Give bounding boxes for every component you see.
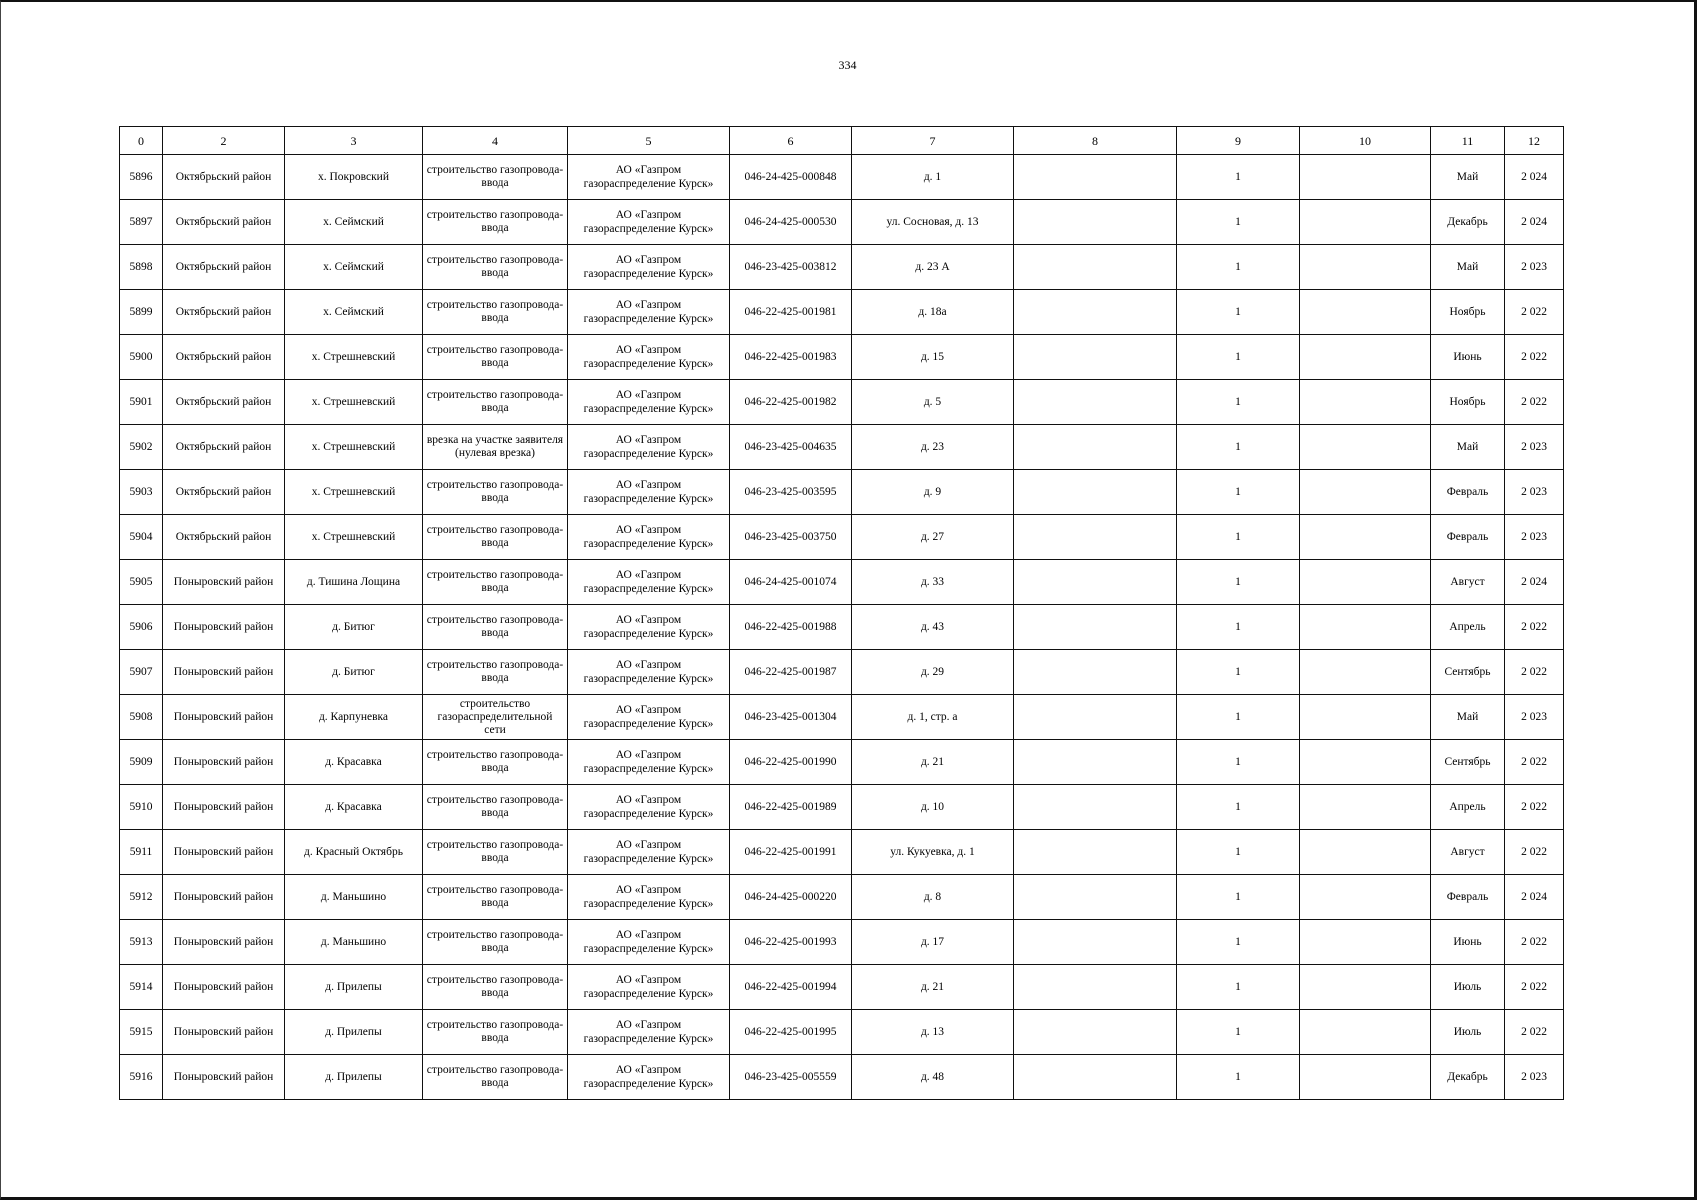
cell-year: 2 022 <box>1505 335 1564 380</box>
cell-locality: х. Сеймский <box>285 200 423 245</box>
cell-col-8 <box>1014 380 1177 425</box>
cell-col-8 <box>1014 1055 1177 1100</box>
cell-col-10 <box>1300 335 1431 380</box>
cell-work-type: строительство газопровода-ввода <box>423 785 568 830</box>
cell-address: ул. Кукуевка, д. 1 <box>852 830 1014 875</box>
cell-application-code: 046-24-425-000220 <box>730 875 852 920</box>
cell-address: д. 17 <box>852 920 1014 965</box>
cell-locality: д. Прилепы <box>285 1010 423 1055</box>
cell-col-8 <box>1014 740 1177 785</box>
cell-month: Июль <box>1431 965 1505 1010</box>
cell-month: Апрель <box>1431 605 1505 650</box>
cell-year: 2 023 <box>1505 695 1564 740</box>
cell-district: Поныровский район <box>163 740 285 785</box>
cell-address: д. 23 А <box>852 245 1014 290</box>
cell-month: Сентябрь <box>1431 740 1505 785</box>
cell-application-code: 046-24-425-001074 <box>730 560 852 605</box>
table-row <box>120 380 1564 425</box>
cell-quantity: 1 <box>1177 965 1300 1010</box>
cell-application-code: 046-22-425-001993 <box>730 920 852 965</box>
cell-address: д. 1, стр. а <box>852 695 1014 740</box>
cell-district: Октябрьский район <box>163 515 285 560</box>
cell-work-type: строительство газопровода-ввода <box>423 1055 568 1100</box>
cell-col-10 <box>1300 245 1431 290</box>
cell-address: д. 1 <box>852 155 1014 200</box>
cell-district: Октябрьский район <box>163 380 285 425</box>
cell-application-code: 046-22-425-001995 <box>730 1010 852 1055</box>
cell-organization: АО «Газпром газораспределение Курск» <box>568 605 730 650</box>
cell-address: д. 15 <box>852 335 1014 380</box>
table-row <box>120 785 1564 830</box>
cell-district: Октябрьский район <box>163 155 285 200</box>
cell-col-10 <box>1300 200 1431 245</box>
cell-quantity: 1 <box>1177 830 1300 875</box>
cell-col-8 <box>1014 155 1177 200</box>
cell-work-type: строительство газопровода-ввода <box>423 290 568 335</box>
cell-organization: АО «Газпром газораспределение Курск» <box>568 425 730 470</box>
cell-district: Октябрьский район <box>163 290 285 335</box>
cell-number: 5915 <box>120 1010 163 1055</box>
cell-col-10 <box>1300 920 1431 965</box>
cell-col-8 <box>1014 695 1177 740</box>
column-header: 8 <box>1014 127 1177 155</box>
cell-number: 5904 <box>120 515 163 560</box>
column-header: 4 <box>423 127 568 155</box>
cell-number: 5912 <box>120 875 163 920</box>
cell-locality: д. Битюг <box>285 605 423 650</box>
cell-col-10 <box>1300 1010 1431 1055</box>
cell-application-code: 046-22-425-001982 <box>730 380 852 425</box>
cell-organization: АО «Газпром газораспределение Курск» <box>568 830 730 875</box>
cell-col-8 <box>1014 785 1177 830</box>
cell-organization: АО «Газпром газораспределение Курск» <box>568 920 730 965</box>
cell-col-10 <box>1300 155 1431 200</box>
cell-quantity: 1 <box>1177 740 1300 785</box>
cell-application-code: 046-23-425-005559 <box>730 1055 852 1100</box>
column-header: 12 <box>1505 127 1564 155</box>
cell-work-type: строительство газораспределительной сети <box>423 695 568 740</box>
register-body <box>120 155 1564 1100</box>
cell-col-10 <box>1300 650 1431 695</box>
cell-application-code: 046-22-425-001988 <box>730 605 852 650</box>
cell-locality: х. Стрешневский <box>285 515 423 560</box>
cell-locality: д. Прилепы <box>285 965 423 1010</box>
cell-month: Декабрь <box>1431 1055 1505 1100</box>
cell-locality: д. Тишина Лощина <box>285 560 423 605</box>
cell-month: Август <box>1431 830 1505 875</box>
cell-application-code: 046-22-425-001994 <box>730 965 852 1010</box>
cell-address: д. 13 <box>852 1010 1014 1055</box>
cell-district: Октябрьский район <box>163 470 285 515</box>
cell-col-10 <box>1300 1055 1431 1100</box>
cell-address: д. 10 <box>852 785 1014 830</box>
table-row <box>120 605 1564 650</box>
cell-address: д. 5 <box>852 380 1014 425</box>
cell-number: 5899 <box>120 290 163 335</box>
cell-application-code: 046-24-425-000848 <box>730 155 852 200</box>
cell-year: 2 022 <box>1505 785 1564 830</box>
cell-month: Май <box>1431 155 1505 200</box>
cell-col-8 <box>1014 650 1177 695</box>
header-row <box>120 127 1564 155</box>
cell-year: 2 022 <box>1505 1010 1564 1055</box>
cell-col-10 <box>1300 290 1431 335</box>
cell-district: Поныровский район <box>163 560 285 605</box>
cell-year: 2 023 <box>1505 245 1564 290</box>
cell-col-10 <box>1300 875 1431 920</box>
cell-col-8 <box>1014 200 1177 245</box>
cell-number: 5897 <box>120 200 163 245</box>
cell-application-code: 046-22-425-001990 <box>730 740 852 785</box>
cell-number: 5916 <box>120 1055 163 1100</box>
cell-month: Февраль <box>1431 470 1505 515</box>
cell-work-type: строительство газопровода-ввода <box>423 380 568 425</box>
cell-locality: х. Стрешневский <box>285 335 423 380</box>
cell-address: д. 48 <box>852 1055 1014 1100</box>
cell-quantity: 1 <box>1177 515 1300 560</box>
cell-col-8 <box>1014 1010 1177 1055</box>
cell-col-8 <box>1014 875 1177 920</box>
cell-organization: АО «Газпром газораспределение Курск» <box>568 290 730 335</box>
cell-col-8 <box>1014 470 1177 515</box>
register-table <box>119 126 1564 1100</box>
cell-organization: АО «Газпром газораспределение Курск» <box>568 1010 730 1055</box>
cell-application-code: 046-22-425-001981 <box>730 290 852 335</box>
cell-district: Поныровский район <box>163 1055 285 1100</box>
table-row <box>120 965 1564 1010</box>
cell-month: Ноябрь <box>1431 290 1505 335</box>
cell-application-code: 046-22-425-001987 <box>730 650 852 695</box>
column-header: 3 <box>285 127 423 155</box>
column-header: 7 <box>852 127 1014 155</box>
cell-number: 5913 <box>120 920 163 965</box>
cell-district: Октябрьский район <box>163 425 285 470</box>
cell-organization: АО «Газпром газораспределение Курск» <box>568 965 730 1010</box>
cell-district: Поныровский район <box>163 1010 285 1055</box>
cell-month: Июль <box>1431 1010 1505 1055</box>
table-row <box>120 245 1564 290</box>
cell-col-8 <box>1014 965 1177 1010</box>
cell-quantity: 1 <box>1177 785 1300 830</box>
page-number: 334 <box>838 58 857 72</box>
cell-quantity: 1 <box>1177 380 1300 425</box>
cell-col-10 <box>1300 965 1431 1010</box>
cell-address: д. 8 <box>852 875 1014 920</box>
cell-locality: х. Сеймский <box>285 290 423 335</box>
cell-district: Поныровский район <box>163 830 285 875</box>
cell-col-8 <box>1014 290 1177 335</box>
table-row <box>120 920 1564 965</box>
cell-work-type: строительство газопровода-ввода <box>423 830 568 875</box>
cell-year: 2 024 <box>1505 560 1564 605</box>
column-header: 11 <box>1431 127 1505 155</box>
cell-organization: АО «Газпром газораспределение Курск» <box>568 875 730 920</box>
table-row <box>120 1010 1564 1055</box>
cell-year: 2 022 <box>1505 740 1564 785</box>
cell-organization: АО «Газпром газораспределение Курск» <box>568 515 730 560</box>
cell-application-code: 046-22-425-001989 <box>730 785 852 830</box>
cell-col-8 <box>1014 425 1177 470</box>
cell-number: 5907 <box>120 650 163 695</box>
table-row <box>120 560 1564 605</box>
cell-district: Поныровский район <box>163 695 285 740</box>
cell-col-10 <box>1300 380 1431 425</box>
cell-locality: х. Стрешневский <box>285 470 423 515</box>
cell-quantity: 1 <box>1177 605 1300 650</box>
cell-address: д. 27 <box>852 515 1014 560</box>
cell-col-8 <box>1014 830 1177 875</box>
cell-quantity: 1 <box>1177 290 1300 335</box>
cell-organization: АО «Газпром газораспределение Курск» <box>568 470 730 515</box>
column-header: 6 <box>730 127 852 155</box>
cell-application-code: 046-22-425-001991 <box>730 830 852 875</box>
cell-number: 5898 <box>120 245 163 290</box>
cell-locality: х. Стрешневский <box>285 425 423 470</box>
table-row <box>120 155 1564 200</box>
table-row <box>120 515 1564 560</box>
cell-number: 5909 <box>120 740 163 785</box>
table-row <box>120 1055 1564 1100</box>
cell-month: Сентябрь <box>1431 650 1505 695</box>
cell-address: д. 33 <box>852 560 1014 605</box>
cell-address: д. 21 <box>852 965 1014 1010</box>
cell-application-code: 046-23-425-003812 <box>730 245 852 290</box>
cell-month: Май <box>1431 425 1505 470</box>
cell-number: 5910 <box>120 785 163 830</box>
cell-quantity: 1 <box>1177 920 1300 965</box>
cell-year: 2 022 <box>1505 920 1564 965</box>
cell-application-code: 046-23-425-003750 <box>730 515 852 560</box>
cell-locality: д. Битюг <box>285 650 423 695</box>
cell-col-10 <box>1300 560 1431 605</box>
cell-organization: АО «Газпром газораспределение Курск» <box>568 785 730 830</box>
cell-locality: д. Карпуневка <box>285 695 423 740</box>
cell-col-10 <box>1300 740 1431 785</box>
cell-work-type: строительство газопровода-ввода <box>423 875 568 920</box>
column-header: 0 <box>120 127 163 155</box>
cell-work-type: строительство газопровода-ввода <box>423 560 568 605</box>
cell-col-8 <box>1014 245 1177 290</box>
cell-month: Декабрь <box>1431 200 1505 245</box>
cell-district: Октябрьский район <box>163 335 285 380</box>
cell-work-type: строительство газопровода-ввода <box>423 965 568 1010</box>
cell-work-type: строительство газопровода-ввода <box>423 155 568 200</box>
cell-quantity: 1 <box>1177 1055 1300 1100</box>
table-row <box>120 875 1564 920</box>
cell-month: Май <box>1431 695 1505 740</box>
cell-col-10 <box>1300 515 1431 560</box>
column-header: 2 <box>163 127 285 155</box>
cell-work-type: строительство газопровода-ввода <box>423 920 568 965</box>
cell-col-10 <box>1300 830 1431 875</box>
table-row <box>120 425 1564 470</box>
cell-year: 2 022 <box>1505 650 1564 695</box>
cell-number: 5914 <box>120 965 163 1010</box>
cell-organization: АО «Газпром газораспределение Курск» <box>568 245 730 290</box>
cell-quantity: 1 <box>1177 335 1300 380</box>
cell-address: д. 9 <box>852 470 1014 515</box>
cell-address: д. 18а <box>852 290 1014 335</box>
cell-number: 5902 <box>120 425 163 470</box>
cell-quantity: 1 <box>1177 695 1300 740</box>
cell-number: 5901 <box>120 380 163 425</box>
cell-district: Поныровский район <box>163 875 285 920</box>
cell-number: 5900 <box>120 335 163 380</box>
table-row <box>120 290 1564 335</box>
cell-month: Май <box>1431 245 1505 290</box>
cell-address: д. 21 <box>852 740 1014 785</box>
cell-organization: АО «Газпром газораспределение Курск» <box>568 155 730 200</box>
cell-organization: АО «Газпром газораспределение Курск» <box>568 650 730 695</box>
column-header: 9 <box>1177 127 1300 155</box>
cell-district: Октябрьский район <box>163 200 285 245</box>
column-header: 5 <box>568 127 730 155</box>
cell-locality: х. Сеймский <box>285 245 423 290</box>
cell-number: 5906 <box>120 605 163 650</box>
cell-organization: АО «Газпром газораспределение Курск» <box>568 695 730 740</box>
cell-col-8 <box>1014 920 1177 965</box>
cell-year: 2 023 <box>1505 515 1564 560</box>
cell-locality: х. Стрешневский <box>285 380 423 425</box>
cell-year: 2 023 <box>1505 470 1564 515</box>
cell-quantity: 1 <box>1177 1010 1300 1055</box>
cell-work-type: врезка на участке заявителя (нулевая врезка) <box>423 425 568 470</box>
cell-number: 5911 <box>120 830 163 875</box>
cell-application-code: 046-22-425-001983 <box>730 335 852 380</box>
cell-month: Февраль <box>1431 515 1505 560</box>
cell-district: Поныровский район <box>163 920 285 965</box>
cell-col-10 <box>1300 425 1431 470</box>
cell-month: Июнь <box>1431 920 1505 965</box>
cell-locality: д. Красный Октябрь <box>285 830 423 875</box>
cell-number: 5905 <box>120 560 163 605</box>
cell-work-type: строительство газопровода-ввода <box>423 245 568 290</box>
cell-year: 2 022 <box>1505 290 1564 335</box>
cell-address: д. 29 <box>852 650 1014 695</box>
cell-work-type: строительство газопровода-ввода <box>423 200 568 245</box>
cell-locality: д. Прилепы <box>285 1055 423 1100</box>
cell-organization: АО «Газпром газораспределение Курск» <box>568 380 730 425</box>
table-row <box>120 695 1564 740</box>
table-row <box>120 830 1564 875</box>
cell-work-type: строительство газопровода-ввода <box>423 335 568 380</box>
cell-quantity: 1 <box>1177 155 1300 200</box>
cell-district: Октябрьский район <box>163 245 285 290</box>
table-row <box>120 650 1564 695</box>
cell-work-type: строительство газопровода-ввода <box>423 740 568 785</box>
cell-organization: АО «Газпром газораспределение Курск» <box>568 1055 730 1100</box>
cell-work-type: строительство газопровода-ввода <box>423 650 568 695</box>
cell-col-8 <box>1014 515 1177 560</box>
cell-year: 2 024 <box>1505 200 1564 245</box>
table-row <box>120 200 1564 245</box>
cell-organization: АО «Газпром газораспределение Курск» <box>568 740 730 785</box>
cell-address: д. 23 <box>852 425 1014 470</box>
cell-year: 2 023 <box>1505 425 1564 470</box>
table-row <box>120 470 1564 515</box>
cell-application-code: 046-24-425-000530 <box>730 200 852 245</box>
cell-month: Апрель <box>1431 785 1505 830</box>
cell-address: д. 43 <box>852 605 1014 650</box>
cell-locality: д. Красавка <box>285 740 423 785</box>
cell-address: ул. Сосновая, д. 13 <box>852 200 1014 245</box>
cell-col-10 <box>1300 695 1431 740</box>
cell-locality: х. Покровский <box>285 155 423 200</box>
cell-quantity: 1 <box>1177 470 1300 515</box>
cell-year: 2 022 <box>1505 830 1564 875</box>
cell-year: 2 024 <box>1505 155 1564 200</box>
cell-locality: д. Красавка <box>285 785 423 830</box>
cell-col-8 <box>1014 335 1177 380</box>
cell-district: Поныровский район <box>163 650 285 695</box>
cell-work-type: строительство газопровода-ввода <box>423 1010 568 1055</box>
cell-col-8 <box>1014 560 1177 605</box>
cell-quantity: 1 <box>1177 245 1300 290</box>
cell-col-8 <box>1014 605 1177 650</box>
cell-quantity: 1 <box>1177 200 1300 245</box>
cell-work-type: строительство газопровода-ввода <box>423 470 568 515</box>
cell-district: Поныровский район <box>163 785 285 830</box>
cell-number: 5903 <box>120 470 163 515</box>
cell-application-code: 046-23-425-001304 <box>730 695 852 740</box>
cell-number: 5908 <box>120 695 163 740</box>
cell-month: Ноябрь <box>1431 380 1505 425</box>
cell-application-code: 046-23-425-003595 <box>730 470 852 515</box>
table-row <box>120 740 1564 785</box>
cell-number: 5896 <box>120 155 163 200</box>
cell-organization: АО «Газпром газораспределение Курск» <box>568 335 730 380</box>
cell-year: 2 022 <box>1505 380 1564 425</box>
cell-quantity: 1 <box>1177 650 1300 695</box>
cell-col-10 <box>1300 605 1431 650</box>
cell-month: Февраль <box>1431 875 1505 920</box>
cell-locality: д. Маньшино <box>285 875 423 920</box>
table-row <box>120 335 1564 380</box>
cell-district: Поныровский район <box>163 965 285 1010</box>
cell-col-10 <box>1300 470 1431 515</box>
cell-year: 2 023 <box>1505 1055 1564 1100</box>
cell-district: Поныровский район <box>163 605 285 650</box>
cell-year: 2 024 <box>1505 875 1564 920</box>
cell-locality: д. Маньшино <box>285 920 423 965</box>
cell-year: 2 022 <box>1505 605 1564 650</box>
cell-work-type: строительство газопровода-ввода <box>423 605 568 650</box>
cell-work-type: строительство газопровода-ввода <box>423 515 568 560</box>
cell-quantity: 1 <box>1177 875 1300 920</box>
cell-quantity: 1 <box>1177 560 1300 605</box>
cell-month: Август <box>1431 560 1505 605</box>
cell-application-code: 046-23-425-004635 <box>730 425 852 470</box>
cell-year: 2 022 <box>1505 965 1564 1010</box>
column-header: 10 <box>1300 127 1431 155</box>
cell-col-10 <box>1300 785 1431 830</box>
cell-quantity: 1 <box>1177 425 1300 470</box>
cell-organization: АО «Газпром газораспределение Курск» <box>568 560 730 605</box>
cell-organization: АО «Газпром газораспределение Курск» <box>568 200 730 245</box>
cell-month: Июнь <box>1431 335 1505 380</box>
